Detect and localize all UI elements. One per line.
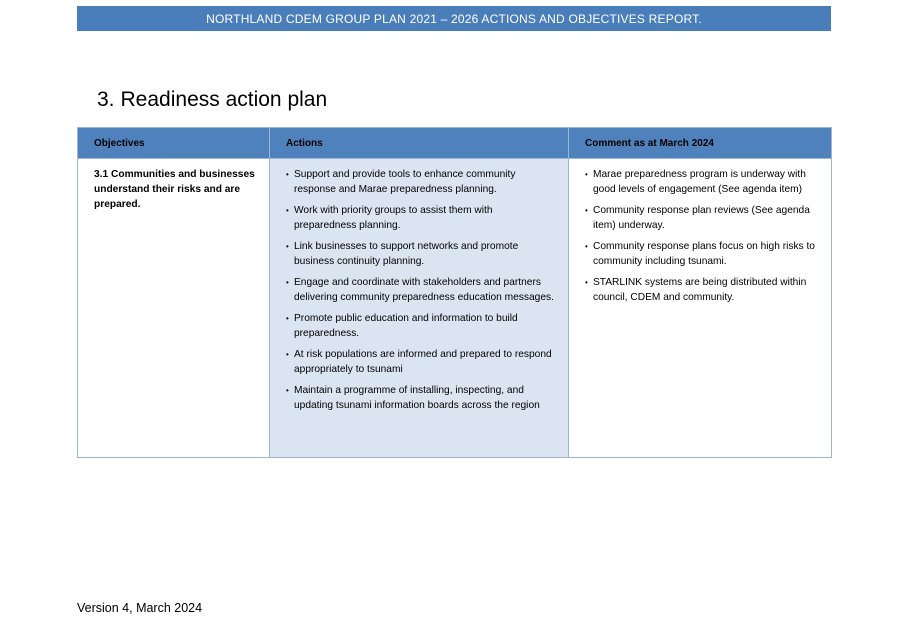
actions-list <box>286 167 554 413</box>
section-title: Readiness action plan <box>120 88 328 111</box>
header-objectives: Objectives <box>78 128 270 159</box>
comment-item: • Community response plan reviews (See agenda item) underway. <box>585 203 817 233</box>
objective-cell: 3.1 Communities and businesses understand their risks and are prepared. <box>78 159 270 458</box>
section-number: 3. <box>97 88 115 111</box>
actions-cell <box>270 159 569 458</box>
table-header-row <box>78 128 832 159</box>
header-comment: Comment as at March 2024 <box>569 128 832 159</box>
comment-item: • Marae preparedness program is underway with good levels of engagement (See agenda item) <box>585 167 817 197</box>
report-header-banner: NORTHLAND CDEM GROUP PLAN 2021 – 2026 ACTIONS AND OBJECTIVES REPORT. <box>77 6 831 31</box>
action-item: • At risk populations are informed and prepared to respond appropriately to tsunami <box>286 347 554 377</box>
comments-cell <box>569 159 832 458</box>
action-item: • Work with priority groups to assist them with preparedness planning. <box>286 203 554 233</box>
comments-list <box>585 167 817 305</box>
table-row <box>78 159 832 458</box>
version-footer: Version 4, March 2024 <box>77 601 203 615</box>
action-item: • Promote public education and information to build preparedness. <box>286 311 554 341</box>
comment-item: • STARLINK systems are being distributed within council, CDEM and community. <box>585 275 817 305</box>
section-heading <box>97 88 327 112</box>
comment-item: • Community response plans focus on high risks to community including tsunami. <box>585 239 817 269</box>
action-item: • Maintain a programme of installing, inspecting, and updating tsunami information boards across the region <box>286 383 554 413</box>
readiness-action-table <box>77 127 832 458</box>
action-item: • Support and provide tools to enhance community response and Marae preparedness planning. <box>286 167 554 197</box>
header-actions: Actions <box>270 128 569 159</box>
action-item: • Engage and coordinate with stakeholders and partners delivering community preparedness education messages. <box>286 275 554 305</box>
action-item: • Link businesses to support networks and promote business continuity planning. <box>286 239 554 269</box>
